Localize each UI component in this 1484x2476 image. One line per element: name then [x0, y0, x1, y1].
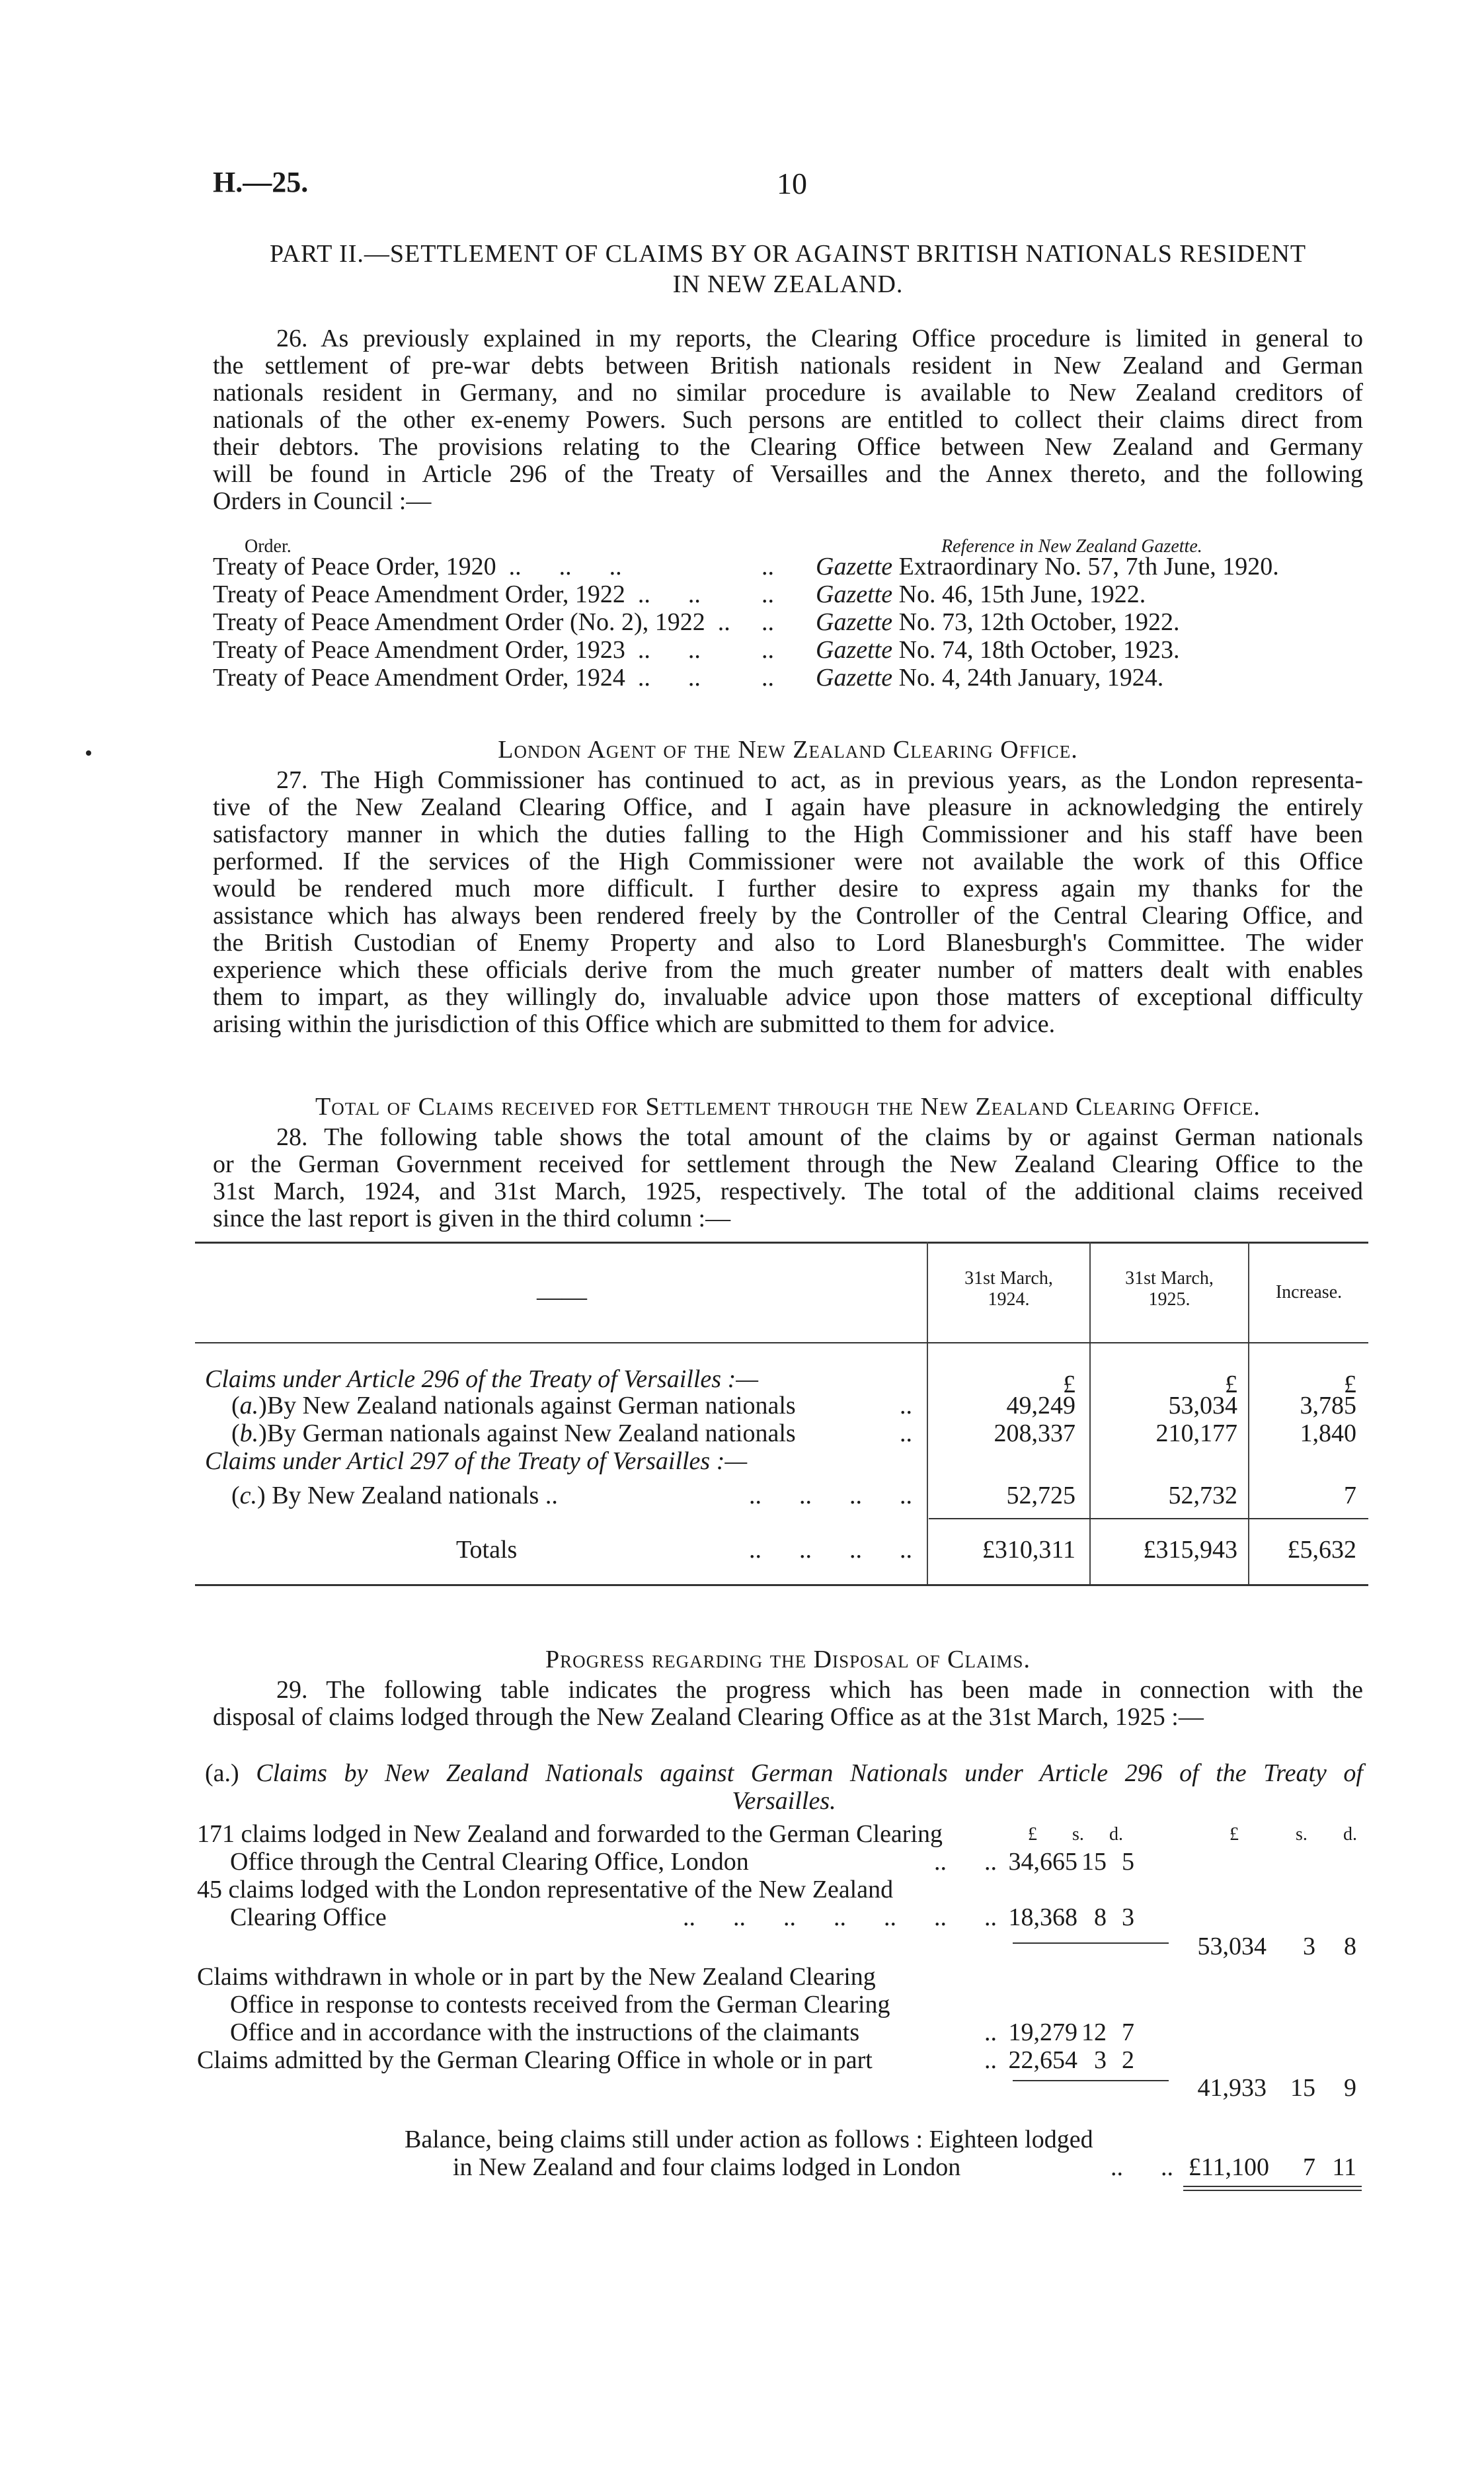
- col-header-1925: 31st March, 1925.: [1125, 1268, 1214, 1310]
- cell-value: 3,785: [1300, 1392, 1356, 1419]
- cell-value: 7: [1344, 1482, 1356, 1509]
- col-header-1924: 31st March, 1924.: [964, 1268, 1053, 1310]
- subtotal-shillings: 15: [1290, 2074, 1315, 2102]
- cell-value: 1,840: [1300, 1419, 1356, 1447]
- lsd-header: £: [1230, 1824, 1239, 1845]
- subtotal-pounds: 41,933: [1197, 2074, 1267, 2102]
- amount-shillings: 3: [1094, 2046, 1107, 2074]
- section-heading-total-claims: Total of Claims received for Settlement through the New Zealand Clearing Office.: [315, 1093, 1261, 1121]
- totals-row: Totals .. .. .. ..: [456, 1536, 912, 1564]
- lsd-header: d.: [1109, 1824, 1123, 1845]
- subtotal-shillings: 3: [1303, 1933, 1315, 1960]
- progress-item-1-line1: 171 claims lodged in New Zealand and forwarded to the German Clearing: [197, 1820, 943, 1848]
- orders-row: Treaty of Peace Amendment Order (No. 2), 1922 .. .. Gazette No. 73, 12th October, 1922.: [213, 608, 1180, 636]
- orders-row: Treaty of Peace Amendment Order, 1924 .. .. .. Gazette No. 4, 24th January, 1924.: [213, 664, 1164, 692]
- section-heading-london-agent: London Agent of the New Zealand Clearing Office.: [498, 736, 1078, 764]
- table-row: (b.) By German nationals against New Zealand nationals ..: [231, 1419, 912, 1447]
- progress-item-4: Claims admitted by the German Clearing Office in whole or in part ..: [197, 2046, 997, 2074]
- total-1924: £310,311: [982, 1536, 1075, 1564]
- paragraph-27: 27. The High Commissioner has continued to act, as in previous years, as the London representa- tive of the New Zealand Clearing Office, and I again have pleasure in acknowledging the entirely satisfactory manner in which the duties falling to the High Commissioner and his staff have been performed. If the services of the High Commissioner were not available the work of this Office would be rendered much more difficult. I further desire to express again my thanks for the assistance which has always been rendered freely by the Controller of the Central Clearing Office, and the British Custodian of Enemy Property and also to Lord Blanesburgh's Committee. The wider experience which these officials derive from the much greater number of matters dealt with enables them to impart, as they willingly do, invaluable advice upon those matters of exceptional difficulty arising within the jurisdiction of this Office which are submitted to them for advice.: [213, 766, 1363, 1038]
- progress-item-1-line2: Office through the Central Clearing Office, London .. ..: [230, 1848, 997, 1876]
- section-article-296: Claims under Article 296 of the Treaty of Versailles :—: [205, 1365, 759, 1393]
- progress-item-3-line3: Office and in accordance with the instructions of the claimants ..: [230, 2018, 997, 2046]
- table-blank-header: ——: [537, 1283, 587, 1311]
- lsd-header: s.: [1296, 1824, 1308, 1845]
- cell-value: 52,725: [1006, 1482, 1075, 1509]
- col-header-increase: Increase.: [1275, 1282, 1343, 1302]
- amount-pence: 7: [1122, 2018, 1134, 2046]
- amount-pounds: 34,665: [1008, 1848, 1077, 1876]
- page-number: 10: [777, 167, 807, 200]
- table-top-rule: [195, 1242, 1368, 1244]
- balance-line1: Balance, being claims still under action as follows : Eighteen lodged: [405, 2126, 1093, 2153]
- balance-line2: in New Zealand and four claims lodged in London .. ..: [453, 2153, 1173, 2181]
- subtotal-rule: [1013, 1942, 1169, 1944]
- table-bottom-rule: [195, 1584, 1368, 1586]
- cell-value: 210,177: [1155, 1419, 1237, 1447]
- orders-row: Treaty of Peace Amendment Order, 1923 .. .. .. Gazette No. 74, 18th October, 1923.: [213, 636, 1180, 664]
- table-row: (a.) By New Zealand nationals against German nationals ..: [231, 1392, 912, 1419]
- amount-pounds: 18,368: [1008, 1903, 1077, 1931]
- section-heading-progress: Progress regarding the Disposal of Claims.: [545, 1646, 1031, 1673]
- paragraph-26: 26. As previously explained in my reports, the Clearing Office procedure is limited in general to the settlement of pre-war debts between British nationals resident in New Zealand and German nationals resident in Germany, and no similar procedure is available to New Zealand creditors of nationals of the other ex-enemy Powers. Such persons are entitled to collect their claims direct from their debtors. The provisions relating to the Clearing Office between New Zealand and Germany will be found in Article 296 of the Treaty of Versailles and the Annex thereto, and the following Orders in Council :—: [213, 325, 1363, 515]
- currency-1925: £: [1225, 1371, 1237, 1398]
- currency-increase: £: [1344, 1371, 1356, 1398]
- balance-shillings: 7: [1303, 2153, 1315, 2181]
- currency-1924: £: [1063, 1371, 1075, 1398]
- amount-shillings: 12: [1081, 2018, 1107, 2046]
- amount-pounds: 22,654: [1008, 2046, 1077, 2074]
- orders-list: [213, 553, 1370, 692]
- lsd-header: d.: [1343, 1824, 1357, 1845]
- progress-heading-line2: Versailles.: [732, 1787, 836, 1815]
- orders-row: Treaty of Peace Order, 1920 .. .. .. .. Gazette Extraordinary No. 57, 7th June, 1920.: [213, 553, 1279, 580]
- amount-shillings: 15: [1081, 1848, 1107, 1876]
- balance-pounds: £11,100: [1188, 2153, 1269, 2181]
- totals-rule: [929, 1518, 1368, 1519]
- section-article-297: Claims under Articl 297 of the Treaty of Versailles :—: [205, 1447, 748, 1475]
- amount-pence: 5: [1122, 1848, 1134, 1876]
- progress-item-2-line2: Clearing Office .. .. .. .. .. .. ..: [230, 1903, 997, 1931]
- cell-value: 53,034: [1168, 1392, 1237, 1419]
- balance-pence: 11: [1332, 2153, 1356, 2181]
- progress-heading-line1: (a.) Claims by New Zealand Nationals against German Nationals under Article 296 of the Treaty of: [205, 1759, 1363, 1787]
- progress-item-2-line1: 45 claims lodged with the London representative of the New Zealand: [197, 1876, 894, 1903]
- amount-pence: 2: [1122, 2046, 1134, 2074]
- subtotal-rule: [1013, 2080, 1169, 2081]
- amount-pounds: 19,279: [1008, 2018, 1077, 2046]
- table-col-divider: [927, 1242, 928, 1585]
- balance-double-rule: [1183, 2190, 1362, 2191]
- orders-col-ref: Reference in New Zealand Gazette.: [941, 536, 1202, 557]
- table-header-rule: [195, 1342, 1368, 1343]
- progress-item-3-line1: Claims withdrawn in whole or in part by the New Zealand Clearing: [197, 1963, 876, 1991]
- amount-shillings: 8: [1094, 1903, 1107, 1931]
- subtotal-pounds: 53,034: [1197, 1933, 1267, 1960]
- total-1925: £315,943: [1143, 1536, 1237, 1564]
- cell-value: 52,732: [1168, 1482, 1237, 1509]
- amount-pence: 3: [1122, 1903, 1134, 1931]
- total-increase: £5,632: [1287, 1536, 1356, 1564]
- balance-double-rule: [1183, 2186, 1362, 2187]
- paragraph-29: 29. The following table indicates the progress which has been made in connection with the disposal of claims lodged through the New Zealand Clearing Office as at the 31st March, 1925 :—: [213, 1676, 1363, 1731]
- lsd-header: £: [1028, 1824, 1037, 1845]
- subtotal-pence: 9: [1344, 2074, 1356, 2102]
- document-reference: H.—25.: [213, 166, 309, 198]
- table-row: (c.) By New Zealand nationals .. .. .. .. ..: [231, 1482, 912, 1509]
- part-title: PART II.—SETTLEMENT OF CLAIMS BY OR AGAINST BRITISH NATIONALS RESIDENT IN NEW ZEALAND.: [269, 240, 1307, 298]
- paragraph-28: 28. The following table shows the total amount of the claims by or against German nationals or the German Government received for settlement through the New Zealand Clearing Office to the 31st March, 1924, and 31st March, 1925, respectively. The total of the additional claims received since the last report is given in the third column :—: [213, 1123, 1363, 1232]
- margin-mark: [86, 750, 91, 756]
- cell-value: 49,249: [1006, 1392, 1075, 1419]
- orders-col-order: Order.: [245, 536, 292, 557]
- lsd-header: s.: [1072, 1824, 1084, 1845]
- cell-value: 208,337: [994, 1419, 1075, 1447]
- progress-item-3-line2: Office in response to contests received from the German Clearing: [230, 1991, 890, 2018]
- subtotal-pence: 8: [1344, 1933, 1356, 1960]
- orders-row: Treaty of Peace Amendment Order, 1922 .. .. .. Gazette No. 46, 15th June, 1922.: [213, 580, 1146, 608]
